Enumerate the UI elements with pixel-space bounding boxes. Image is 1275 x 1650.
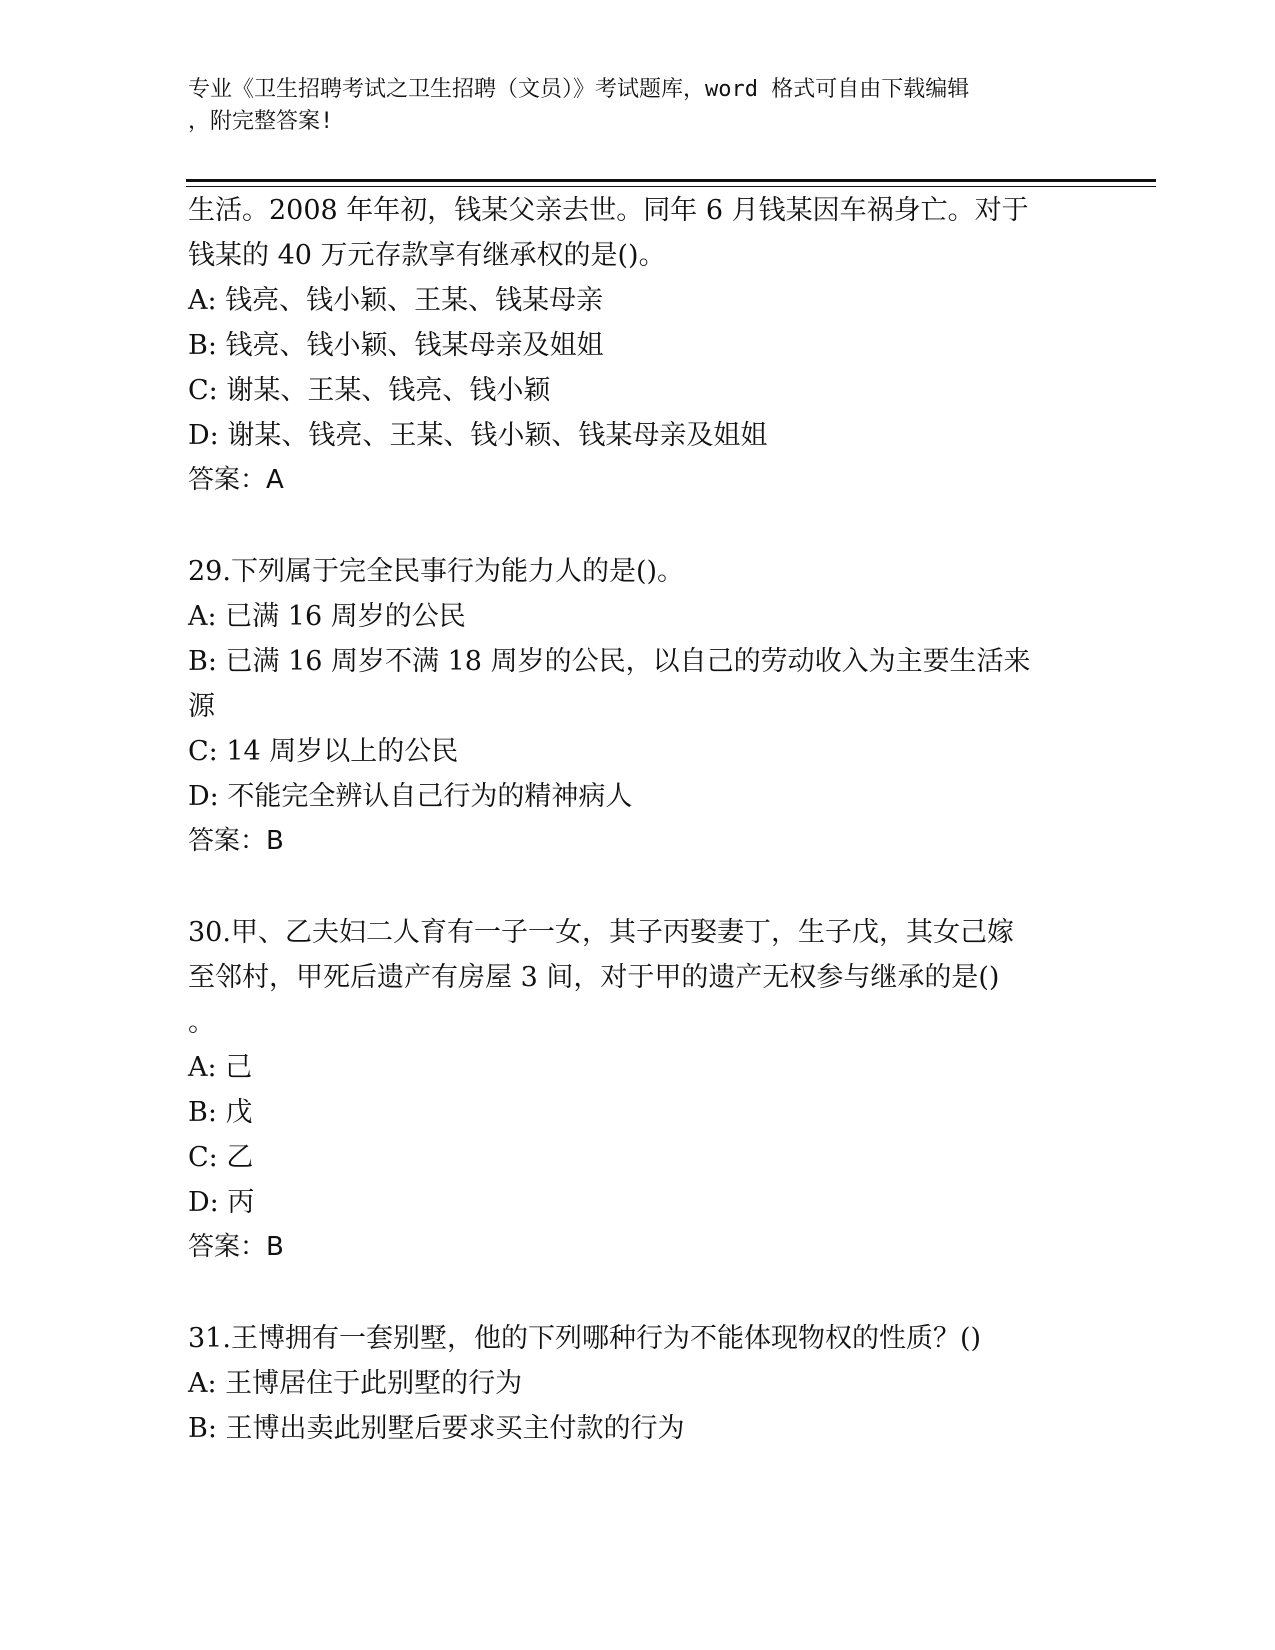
answer: 答案：A <box>188 465 284 495</box>
question-stem: 。 <box>188 1007 215 1038</box>
document-header <box>188 74 1068 138</box>
option-d: D: 丙 <box>188 1187 255 1218</box>
option-c: C: 14 周岁以上的公民 <box>188 736 459 767</box>
option-a: A: 已满 16 周岁的公民 <box>188 601 466 632</box>
question-29 <box>188 549 1078 864</box>
answer: 答案：B <box>188 826 284 856</box>
option-b: B: 已满 16 周岁不满 18 周岁的公民，以自己的劳动收入为主要生活来 <box>188 646 1031 677</box>
option-d: D: 谢某、钱亮、王某、钱小颖、钱某母亲及姐姐 <box>188 420 768 451</box>
question-stem: 生活。2008 年年初，钱某父亲去世。同年 6 月钱某因车祸身亡。对于 <box>188 195 1029 226</box>
document-body <box>188 188 1078 1451</box>
spacer <box>188 1270 1078 1316</box>
spacer <box>188 503 1078 549</box>
option-a: A: 王博居住于此别墅的行为 <box>188 1368 523 1399</box>
question-28 <box>188 188 1078 503</box>
question-31 <box>188 1316 1078 1451</box>
header-rule-thin <box>186 186 1156 187</box>
option-d: D: 不能完全辨认自己行为的精神病人 <box>188 781 633 812</box>
option-b: B: 钱亮、钱小颖、钱某母亲及姐姐 <box>188 330 604 361</box>
question-30 <box>188 910 1078 1270</box>
option-b-continued: 源 <box>188 691 215 722</box>
spacer <box>188 864 1078 910</box>
option-b: B: 戊 <box>188 1097 253 1128</box>
question-stem: 30.甲、乙夫妇二人育有一子一女，其子丙娶妻丁，生子戊，其女己嫁 <box>188 917 1014 948</box>
question-stem: 29.下列属于完全民事行为能力人的是()。 <box>188 556 685 587</box>
option-a: A: 钱亮、钱小颖、王某、钱某母亲 <box>188 285 604 316</box>
option-a: A: 己 <box>188 1052 253 1083</box>
option-c: C: 乙 <box>188 1142 254 1173</box>
header-line-1: 专业《卫生招聘考试之卫生招聘（文员）》考试题库，word 格式可自由下载编辑 <box>188 77 970 102</box>
answer: 答案：B <box>188 1232 284 1262</box>
option-c: C: 谢某、王某、钱亮、钱小颖 <box>188 375 551 406</box>
question-stem: 31.王博拥有一套别墅，他的下列哪种行为不能体现物权的性质？() <box>188 1323 982 1354</box>
header-line-2: ，附完整答案! <box>188 109 334 134</box>
option-b: B: 王博出卖此别墅后要求买主付款的行为 <box>188 1413 685 1444</box>
header-rule-thick <box>186 179 1156 182</box>
question-stem: 钱某的 40 万元存款享有继承权的是()。 <box>188 240 666 271</box>
question-stem: 至邻村，甲死后遗产有房屋 3 间，对于甲的遗产无权参与继承的是() <box>188 962 1000 993</box>
